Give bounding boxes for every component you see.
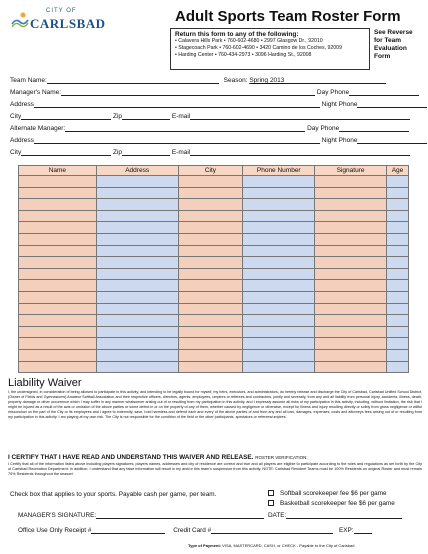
roster-cell-1[interactable] <box>96 257 178 269</box>
logo-name-text: CARLSBAD <box>30 16 106 31</box>
roster-cell-2[interactable] <box>178 233 243 245</box>
roster-cell-0[interactable] <box>19 210 97 222</box>
roster-cell-3[interactable] <box>243 257 315 269</box>
roster-cell-1[interactable] <box>96 291 178 303</box>
exp-input[interactable] <box>354 527 372 534</box>
roster-cell-4[interactable] <box>315 326 387 338</box>
roster-cell-2[interactable] <box>178 280 243 292</box>
softball-fee-option[interactable]: Softball scorekeeper fee $6 per game <box>268 490 387 497</box>
roster-cell-4[interactable] <box>315 338 387 350</box>
check-box-instruction: Check box that applies to your sports. Payable cash per game, per team. <box>10 491 217 498</box>
roster-cell-3[interactable] <box>243 187 315 199</box>
roster-cell-0[interactable] <box>19 257 97 269</box>
roster-cell-1[interactable] <box>96 349 178 361</box>
table-row <box>19 210 409 222</box>
roster-cell-5[interactable] <box>386 280 408 292</box>
roster-cell-1[interactable] <box>96 187 178 199</box>
roster-cell-4[interactable] <box>315 233 387 245</box>
roster-cell-4[interactable] <box>315 303 387 315</box>
roster-cell-3[interactable] <box>243 222 315 234</box>
roster-cell-4[interactable] <box>315 291 387 303</box>
table-row <box>19 303 409 315</box>
roster-cell-5[interactable] <box>386 257 408 269</box>
column-header-phone: Phone Number <box>243 166 315 176</box>
table-row <box>19 176 409 188</box>
roster-cell-2[interactable] <box>178 210 243 222</box>
roster-cell-3[interactable] <box>243 338 315 350</box>
location-item: • Stagecoach Park • 760-602-4690 • 3420 Camino de los Coches, 92009 <box>175 45 342 51</box>
alternate-address-row: Address Night Phone <box>10 137 427 144</box>
alternate-manager-input[interactable] <box>65 125 305 132</box>
roster-cell-5[interactable] <box>386 176 408 188</box>
roster-cell-3[interactable] <box>243 326 315 338</box>
roster-cell-3[interactable] <box>243 291 315 303</box>
season-value: Spring 2013 <box>249 77 285 84</box>
roster-cell-4[interactable] <box>315 222 387 234</box>
page-title: Adult Sports Team Roster Form <box>175 8 401 25</box>
roster-table <box>18 165 409 373</box>
roster-cell-3[interactable] <box>243 349 315 361</box>
table-row <box>19 233 409 245</box>
return-locations-box <box>170 28 370 70</box>
roster-header-row <box>19 166 409 176</box>
certify-text: I Certify that all of the information listed above including players signatures, players names, addresses and city of residence are correct and true and all players are eligible to participate according to the rules and regulations as set forth by the City of Carlsbad Recreation Department. In addition, I understand that any false information will result in my and/or this team's suspension from this activity. NOTE: Carlsbad Resident Teams must be 100% Residents on original Roster and must remain 70% Residents throughout the season! <box>8 462 422 477</box>
roster-cell-4[interactable] <box>315 268 387 280</box>
table-row <box>19 187 409 199</box>
roster-cell-0[interactable] <box>19 303 97 315</box>
roster-cell-3[interactable] <box>243 280 315 292</box>
logo-city-text: CITY OF <box>46 8 77 14</box>
roster-cell-5[interactable] <box>386 199 408 211</box>
roster-cell-1[interactable] <box>96 303 178 315</box>
table-row <box>19 257 409 269</box>
receipt-input[interactable] <box>91 527 165 534</box>
softball-fee-checkbox[interactable] <box>268 490 274 496</box>
roster-cell-1[interactable] <box>96 233 178 245</box>
roster-cell-3[interactable] <box>243 361 315 373</box>
roster-cell-5[interactable] <box>386 291 408 303</box>
roster-cell-3[interactable] <box>243 303 315 315</box>
location-item: • Harding Center • 760-434-2973 • 3096 Harding St., 92008 <box>175 52 312 58</box>
roster-cell-1[interactable] <box>96 338 178 350</box>
roster-cell-0[interactable] <box>19 176 97 188</box>
table-row <box>19 349 409 361</box>
roster-cell-5[interactable] <box>386 268 408 280</box>
roster-cell-2[interactable] <box>178 349 243 361</box>
table-row <box>19 326 409 338</box>
table-row <box>19 338 409 350</box>
roster-cell-0[interactable] <box>19 233 97 245</box>
roster-cell-2[interactable] <box>178 257 243 269</box>
manager-address-input[interactable] <box>34 101 320 108</box>
office-use-row: Office Use Only Receipt # Credit Card # EXP: <box>18 527 372 534</box>
roster-cell-3[interactable] <box>243 268 315 280</box>
manager-day-phone-input[interactable] <box>349 89 419 96</box>
team-name-row: Team Name: Season: Spring 2013 <box>10 77 386 84</box>
table-row <box>19 268 409 280</box>
date-input[interactable] <box>286 512 402 519</box>
table-row <box>19 315 409 327</box>
location-item: • Calavera Hills Park • 760-602-4680 • 2997 Glasgow Dr., 92010 <box>175 38 323 44</box>
manager-city-row: City Zip E-mail <box>10 113 410 120</box>
roster-cell-2[interactable] <box>178 187 243 199</box>
payment-type-note: Type of Payment: VISA, MASTERCARD, CASH, or CHECK - Payable to the City of Carlsbad <box>188 543 355 548</box>
roster-cell-0[interactable] <box>19 280 97 292</box>
column-header-address: Address <box>96 166 178 176</box>
roster-cell-5[interactable] <box>386 315 408 327</box>
roster-cell-5[interactable] <box>386 245 408 257</box>
roster-cell-2[interactable] <box>178 245 243 257</box>
roster-cell-4[interactable] <box>315 176 387 188</box>
roster-cell-3[interactable] <box>243 176 315 188</box>
manager-night-phone-input[interactable] <box>357 101 427 108</box>
roster-cell-4[interactable] <box>315 280 387 292</box>
roster-cell-3[interactable] <box>243 199 315 211</box>
manager-signature-input[interactable] <box>96 512 264 519</box>
alternate-manager-row: Alternate Manager: Day Phone <box>10 125 409 132</box>
roster-cell-4[interactable] <box>315 187 387 199</box>
alternate-night-phone-input[interactable] <box>357 137 427 144</box>
table-row <box>19 199 409 211</box>
roster-cell-0[interactable] <box>19 199 97 211</box>
roster-cell-1[interactable] <box>96 361 178 373</box>
roster-cell-1[interactable] <box>96 245 178 257</box>
roster-cell-5[interactable] <box>386 210 408 222</box>
column-header-signature: Signature <box>315 166 387 176</box>
roster-cell-5[interactable] <box>386 361 408 373</box>
see-reverse-note: See Reverse for Team Evaluation Form <box>374 29 413 60</box>
roster-cell-0[interactable] <box>19 361 97 373</box>
roster-cell-4[interactable] <box>315 257 387 269</box>
roster-cell-1[interactable] <box>96 315 178 327</box>
roster-cell-1[interactable] <box>96 280 178 292</box>
season-input[interactable] <box>284 77 386 84</box>
roster-cell-2[interactable] <box>178 303 243 315</box>
roster-cell-2[interactable] <box>178 361 243 373</box>
column-header-age: Age <box>386 166 408 176</box>
roster-cell-1[interactable] <box>96 176 178 188</box>
roster-cell-0[interactable] <box>19 291 97 303</box>
column-header-name: Name <box>19 166 97 176</box>
roster-cell-3[interactable] <box>243 245 315 257</box>
alternate-day-phone-input[interactable] <box>339 125 409 132</box>
roster-cell-2[interactable] <box>178 315 243 327</box>
manager-row: Manager's Name: Day Phone <box>10 89 419 96</box>
alternate-city-input[interactable] <box>21 149 111 156</box>
basketball-fee-checkbox[interactable] <box>268 500 274 506</box>
table-row <box>19 280 409 292</box>
roster-cell-2[interactable] <box>178 199 243 211</box>
manager-email-input[interactable] <box>190 113 410 120</box>
roster-cell-2[interactable] <box>178 222 243 234</box>
alternate-email-input[interactable] <box>190 149 410 156</box>
roster-cell-5[interactable] <box>386 349 408 361</box>
roster-cell-1[interactable] <box>96 326 178 338</box>
roster-cell-2[interactable] <box>178 338 243 350</box>
roster-cell-2[interactable] <box>178 268 243 280</box>
roster-cell-4[interactable] <box>315 315 387 327</box>
roster-cell-4[interactable] <box>315 210 387 222</box>
roster-cell-1[interactable] <box>96 210 178 222</box>
table-row <box>19 222 409 234</box>
roster-cell-1[interactable] <box>96 199 178 211</box>
roster-cell-1[interactable] <box>96 222 178 234</box>
roster-cell-0[interactable] <box>19 326 97 338</box>
roster-cell-5[interactable] <box>386 326 408 338</box>
roster-cell-0[interactable] <box>19 187 97 199</box>
city-logo <box>8 6 118 42</box>
alternate-zip-input[interactable] <box>122 149 170 156</box>
roster-cell-5[interactable] <box>386 187 408 199</box>
liability-text: I, the undersigned, in consideration of being allowed to participate in this activity, and intending to be legally bound for myself, my heirs, executors, and administrators, do hereby release and discharge the City of Carlsbad, Carlsbad Unified School District, (Owner of Fields and Gymnasiums) Amateur Softball Association and their respective officers, directors, agents, employees, umpires or referees and contractors, jointly and severally, from any and all liability from personal injury, accidents, illness, death, property damage or other occurrence which I may suffer in any manner whatsoever arising out of or resulting from my participation in this activity, and I expressly assume all risks of my participation in this activity, including, without limitation, the risk that I might be injured as a result of the acts or omission of the above parties or some defect in or on the property of any of them, whether caused by negligence or otherwise, except for illness and injury resulting directly or solely from gross negligence or willful misconduct on the part of the City or its employees and I agree to indemnify, save, hold harmless and defend each and every of the above parties of and from any and all loss, damages, expenses, costs and attorneys fees arising out of or resulting from my participation in this activity. I am playing at my own risk. The City is not responsible for the condition of the field or the other participants, spectators or referees/umpires. <box>8 390 422 420</box>
roster-cell-5[interactable] <box>386 303 408 315</box>
roster-cell-0[interactable] <box>19 268 97 280</box>
roster-cell-4[interactable] <box>315 199 387 211</box>
roster-cell-0[interactable] <box>19 349 97 361</box>
manager-address-row: Address Night Phone <box>10 101 427 108</box>
return-heading: Return this form to any of the following: <box>175 31 299 38</box>
roster-cell-4[interactable] <box>315 361 387 373</box>
roster-cell-3[interactable] <box>243 233 315 245</box>
basketball-fee-option[interactable]: Basketball scorekeeper fee $6 per game <box>268 500 395 507</box>
manager-name-input[interactable] <box>61 89 315 96</box>
table-row <box>19 291 409 303</box>
roster-cell-2[interactable] <box>178 291 243 303</box>
roster-cell-2[interactable] <box>178 326 243 338</box>
roster-cell-5[interactable] <box>386 338 408 350</box>
table-row <box>19 361 409 373</box>
roster-cell-0[interactable] <box>19 338 97 350</box>
roster-cell-1[interactable] <box>96 268 178 280</box>
roster-cell-0[interactable] <box>19 315 97 327</box>
roster-cell-0[interactable] <box>19 245 97 257</box>
alternate-city-row: City Zip E-mail <box>10 149 410 156</box>
roster-cell-4[interactable] <box>315 245 387 257</box>
alternate-address-input[interactable] <box>34 137 320 144</box>
roster-cell-5[interactable] <box>386 233 408 245</box>
liability-title: Liability Waiver <box>8 377 82 389</box>
roster-cell-0[interactable] <box>19 222 97 234</box>
roster-cell-2[interactable] <box>178 176 243 188</box>
table-row <box>19 245 409 257</box>
city-logo-icon <box>10 10 30 30</box>
credit-card-input[interactable] <box>211 527 333 534</box>
manager-city-input[interactable] <box>21 113 111 120</box>
manager-signature-row: MANAGER'S SIGNATURE: DATE: <box>18 512 402 519</box>
team-name-input[interactable] <box>47 77 219 84</box>
roster-cell-5[interactable] <box>386 222 408 234</box>
column-header-city: City <box>178 166 243 176</box>
roster-cell-3[interactable] <box>243 210 315 222</box>
certify-heading: I CERTIFY THAT I HAVE READ AND UNDERSTAND THIS WAIVER AND RELEASE. ROSTER VERIFICATION: <box>8 454 308 461</box>
roster-cell-4[interactable] <box>315 349 387 361</box>
roster-cell-3[interactable] <box>243 315 315 327</box>
manager-zip-input[interactable] <box>122 113 170 120</box>
